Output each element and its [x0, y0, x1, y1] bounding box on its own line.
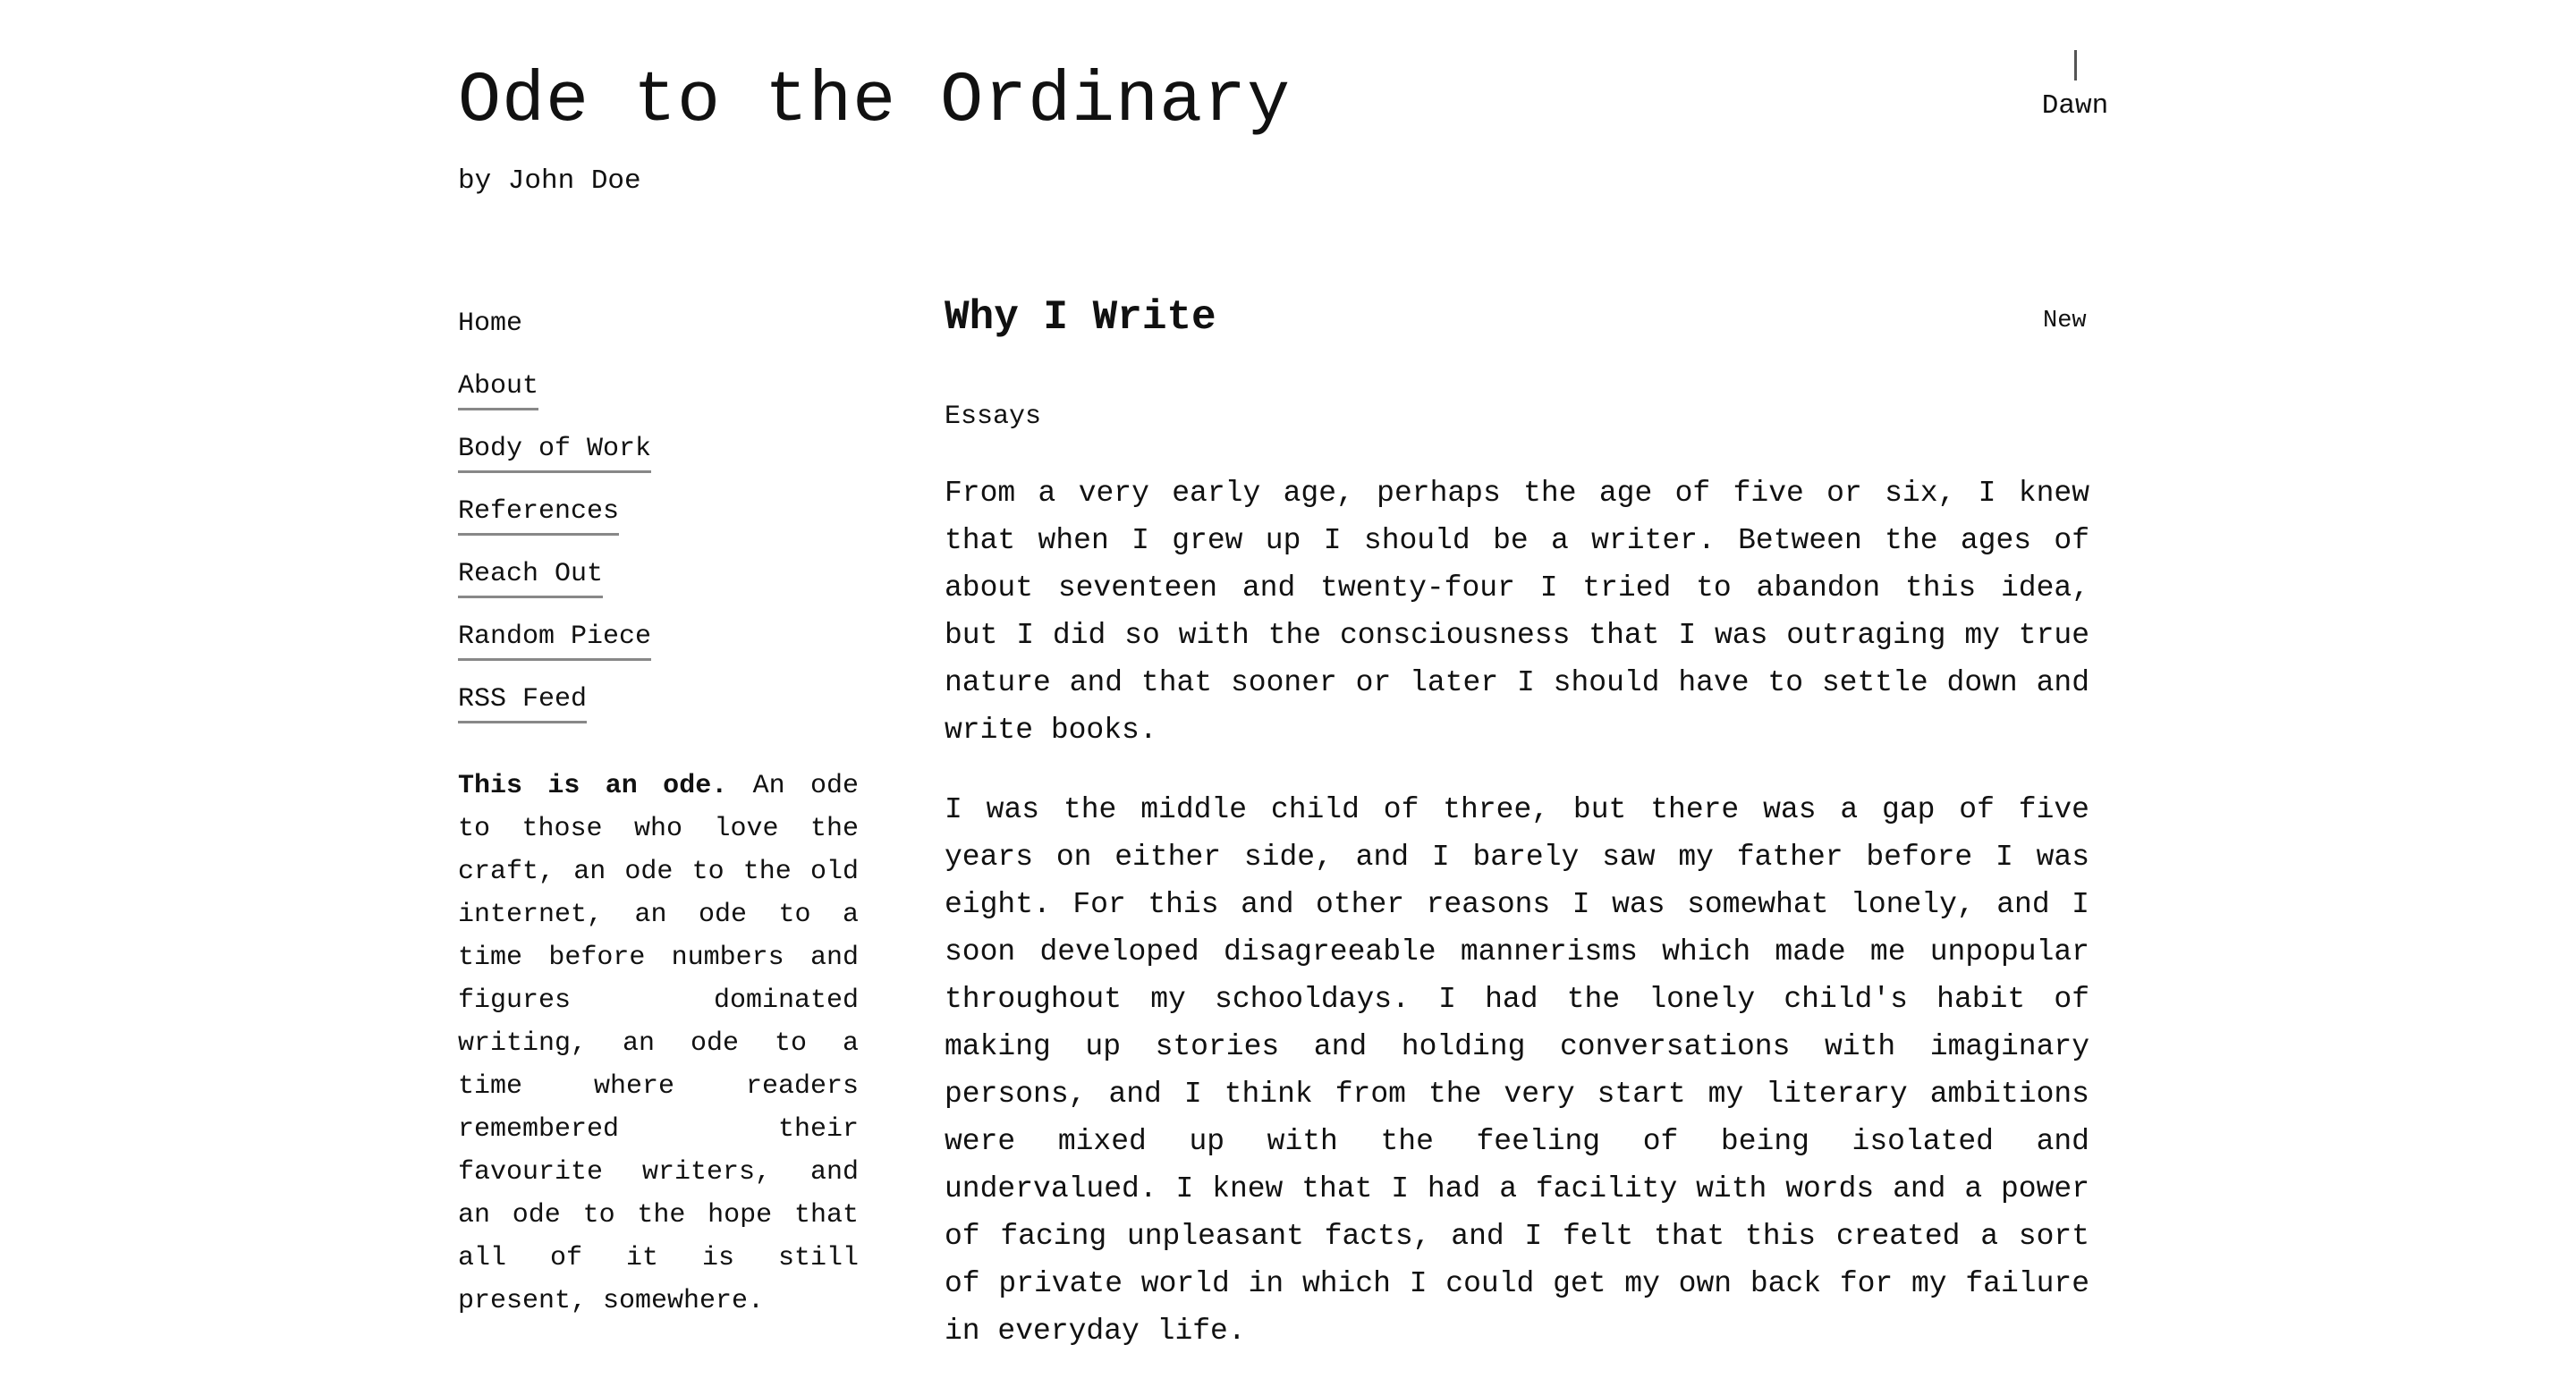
theme-label[interactable]: Dawn — [2041, 90, 2109, 122]
about-lead: This is an ode. — [458, 771, 728, 801]
nav-item-random-piece[interactable]: Random Piece — [458, 621, 651, 661]
nav-item-about[interactable]: About — [458, 370, 538, 410]
theme-indicator-line — [2074, 50, 2077, 80]
post-category[interactable]: Essays — [945, 402, 1042, 432]
site-title[interactable]: Ode to the Ordinary — [458, 61, 1292, 142]
post-paragraph: I was the middle child of three, but there was a gap of five years on either side, and I barely saw my father before I was eight. For this and other reasons I was somewhat lonely, and I soon developed disagreeable mannerisms which made me unpopular throughout my schooldays. I had the lonely child's habit of making up stories and holding conversations with imaginary persons, and I think from the very start my literary ambitions were mixed up with the feeling of being isolated and undervalued. I knew that I had a facility with words and a power of facing unpleasant facts, and I felt that this created a sort of private world in which I could get my own back for my failure in everyday life. — [945, 793, 2089, 1348]
nav-item-rss-feed[interactable]: RSS Feed — [458, 683, 587, 723]
post-paragraph: From a very early age, perhaps the age of five or six, I knew that when I grew up I should be a writer. Between the ages of about seventeen and twenty-four I tried to abandon this idea, but I did so with the consciousness that I was outraging my true nature and that sooner or later I should have to settle down and write books. — [945, 477, 2089, 747]
post-title[interactable]: Why I Write — [945, 294, 1216, 341]
theme-toggle[interactable] — [2021, 50, 2129, 123]
sidebar-nav — [458, 308, 869, 746]
nav-item-reach-out[interactable]: Reach Out — [458, 558, 603, 598]
about-body: An ode to those who love the craft, an ode to the old internet, an ode to a time before numbers and figures dominated writing, an ode to a time where readers remembered their favourite writers, and an ode to the hope that all of it is still present, somewhere. — [458, 771, 859, 1316]
author-byline: by John Doe — [458, 165, 641, 197]
nav-item-body-of-work[interactable]: Body of Work — [458, 433, 651, 473]
nav-item-references[interactable]: References — [458, 495, 619, 536]
post-body — [945, 469, 2089, 1387]
nav-item-home[interactable]: Home — [458, 309, 523, 339]
new-badge: New — [2043, 308, 2087, 334]
sidebar-about-text — [458, 765, 859, 1323]
